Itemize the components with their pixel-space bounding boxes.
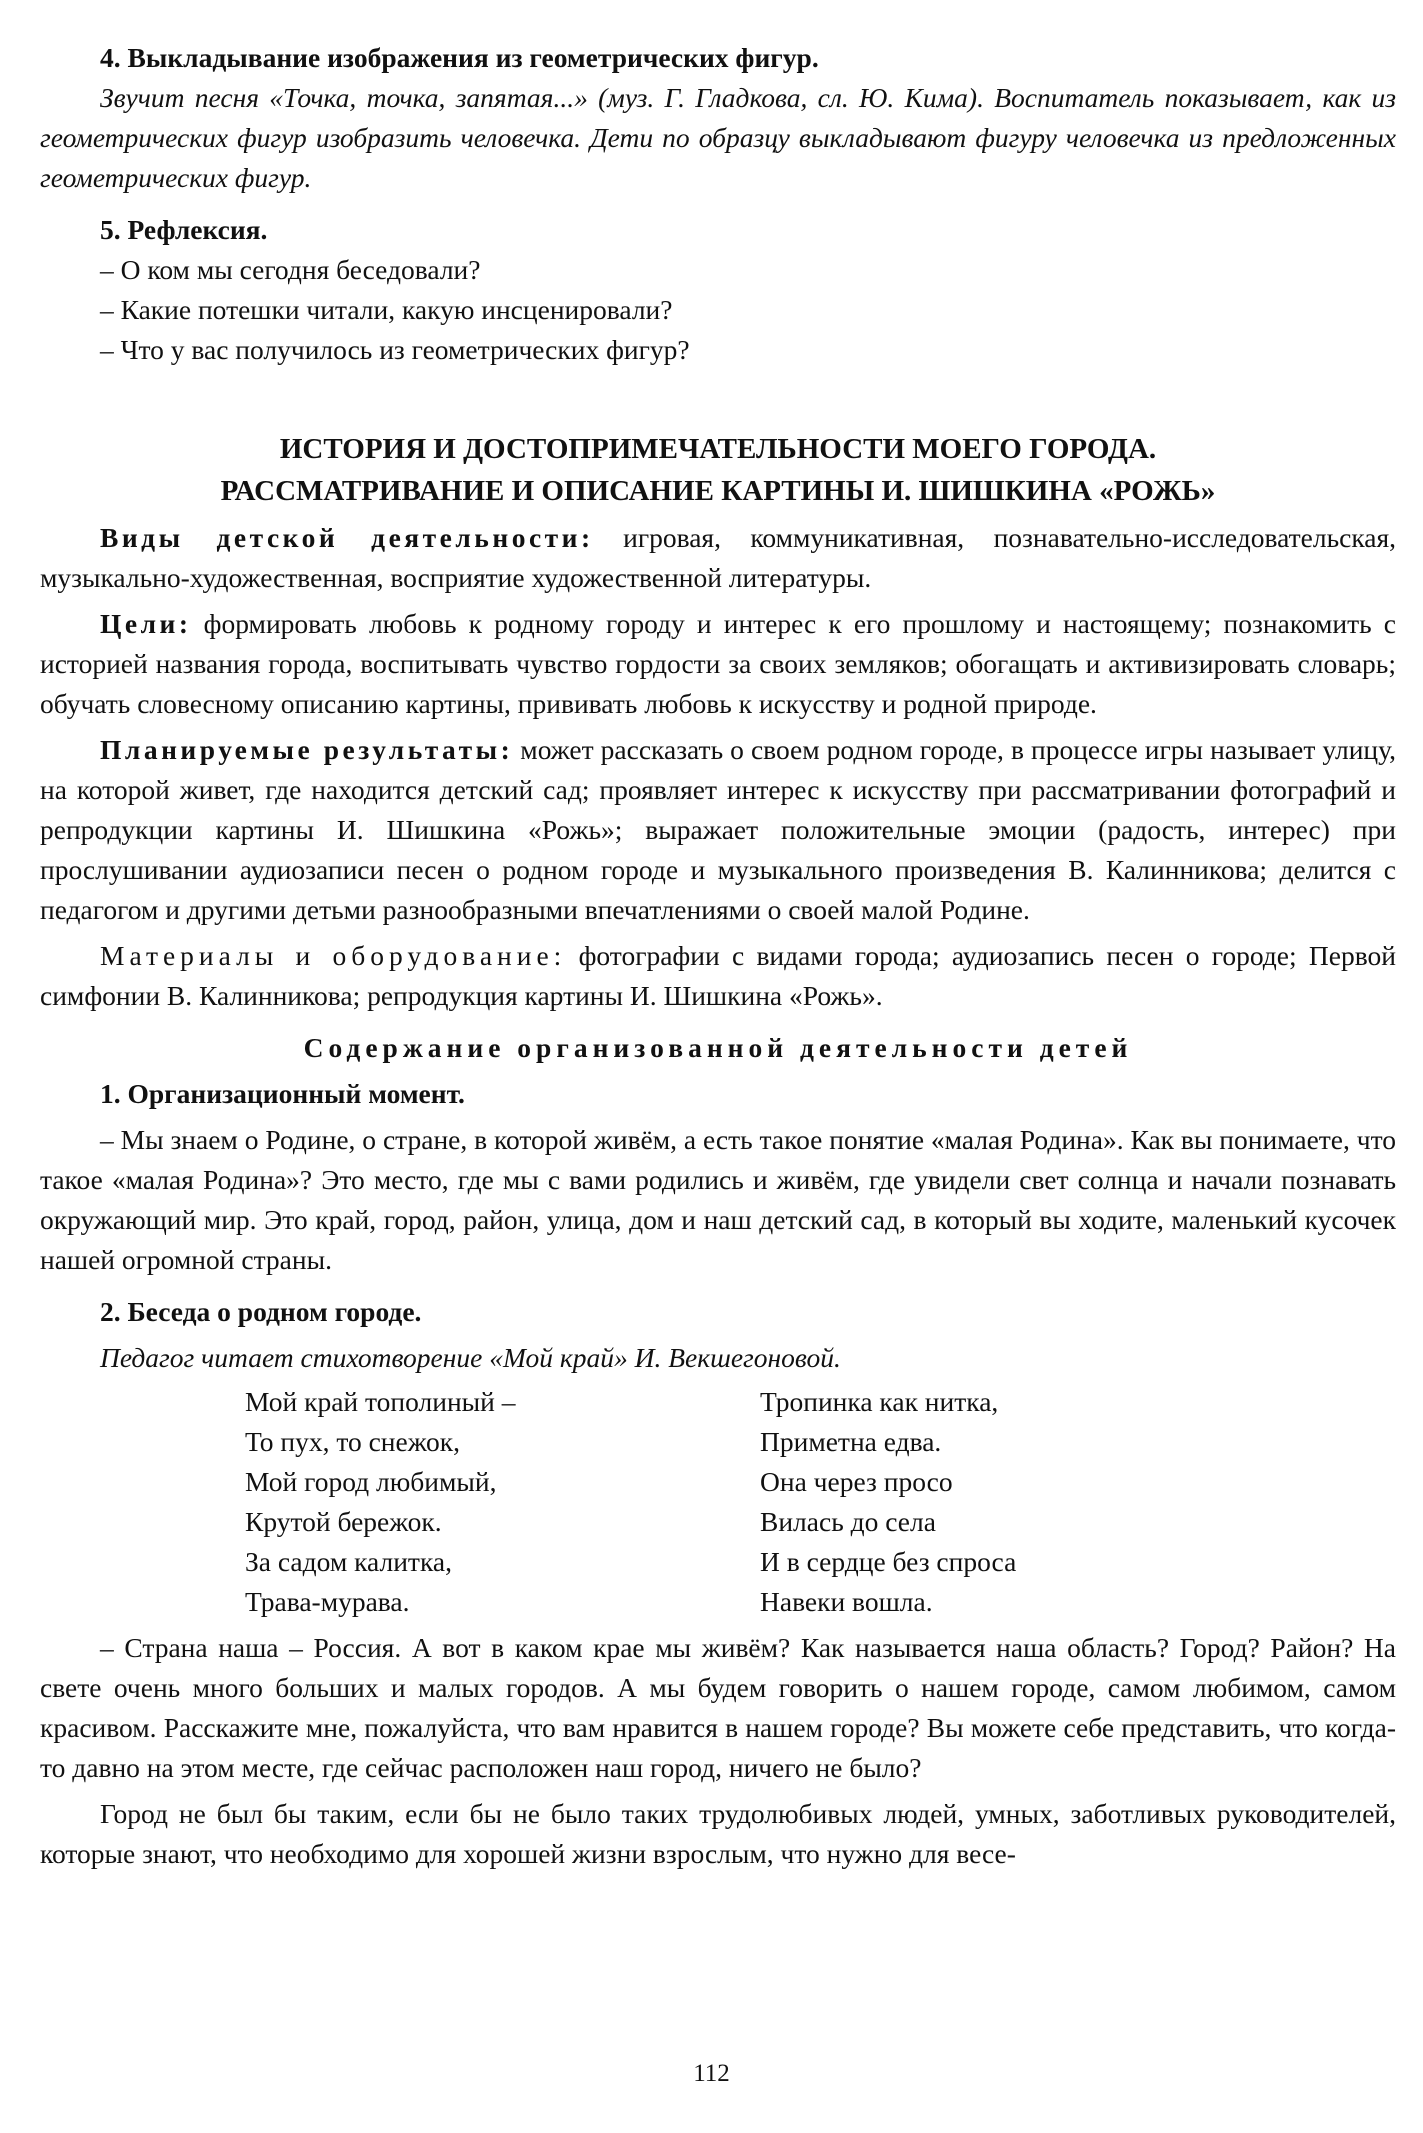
poem-line: Крутой бережок. — [245, 1506, 442, 1537]
poem-line: Она через просо — [760, 1466, 953, 1497]
section4-text: Звучит песня «Точка, точка, запятая...» (муз. Г. Гладкова, сл. Ю. Кима). Воспитатель показывает, как из геометрических фигур изобразить человечка. Дети по образцу выкладывают фигуру человечка из предложенных геометрических фигур. — [40, 82, 1396, 193]
poem-line: Навеки вошла. — [760, 1586, 933, 1617]
part2-heading: 2. Беседа о родном городе. — [100, 1296, 422, 1327]
poem-line: И в сердце без спроса — [760, 1546, 1017, 1577]
poem-line: Тропинка как нитка, — [760, 1386, 999, 1417]
poem-line: То пух, то снежок, — [245, 1426, 461, 1457]
part1-text: – Мы знаем о Родине, о стране, в которой живём, а есть такое понятие «малая Родина». Как вы понимаете, что такое «малая Родина»? Это место, где мы с вами родились и живём, где увидели свет солнца и начали познавать окружающий мир. Это край, город, район, улица, дом и наш детский сад, в который вы ходите, маленький кусочек нашей огромной страны. — [40, 1124, 1396, 1275]
lesson-title — [40, 428, 1396, 512]
lesson-title-line1: ИСТОРИЯ И ДОСТОПРИМЕЧАТЕЛЬНОСТИ МОЕГО ГОРОДА. — [279, 433, 1157, 465]
goals — [40, 604, 1396, 724]
section5-heading: 5. Рефлексия. — [100, 214, 268, 245]
materials-label: Материалы и оборудование: — [100, 940, 567, 971]
part2-text2: Город не был бы таким, если бы не было таких трудолюбивых людей, умных, заботливых руководителей, которые знают, что необходимо для хорошей жизни взрослым, что нужно для весе- — [40, 1798, 1396, 1869]
planned-results-label: Планируемые результаты: — [100, 734, 514, 765]
poem-line: Мой край тополиный – — [245, 1386, 516, 1417]
content-heading: Содержание организованной деятельности детей — [303, 1032, 1133, 1063]
goals-text: формировать любовь к родному городу и интерес к его прошлому и настоящему; познакомить с историей названия города, воспитывать чувство гордости за своих земляков; обогащать и активизировать словарь; обучать словесному описанию картины, прививать любовь к искусству и родной природе. — [40, 608, 1396, 719]
poem-line: Мой город любимый, — [245, 1466, 497, 1497]
poem-line: Вилась до села — [760, 1506, 936, 1537]
goals-label: Цели: — [100, 608, 192, 639]
page — [40, 38, 1396, 1874]
part1-heading: 1. Организационный момент. — [100, 1078, 465, 1109]
poem-line: За садом калитка, — [245, 1546, 452, 1577]
poem-right-column — [760, 1382, 1275, 1622]
section4-heading: 4. Выкладывание изображения из геометрических фигур. — [100, 42, 819, 73]
part2-text1: – Страна наша – Россия. А вот в каком крае мы живём? Как называется наша область? Город? Район? На свете очень много больших и малых городов. А мы будем говорить о нашем городе, самом любимом, самом красивом. Расскажите мне, пожалуйста, что вам нравится в нашем городе? Вы можете себе представить, что когда-то давно на этом месте, где сейчас расположен наш город, ничего не было? — [40, 1632, 1396, 1783]
lesson-title-line2: РАССМАТРИВАНИЕ И ОПИСАНИЕ КАРТИНЫ И. ШИШКИНА «РОЖЬ» — [220, 475, 1216, 507]
poem — [245, 1382, 1396, 1622]
activity-types — [40, 518, 1396, 598]
reflection-question: – Что у вас получилось из геометрических фигур? — [100, 334, 690, 365]
part2-intro: Педагог читает стихотворение «Мой край» И. Векшегоновой. — [100, 1342, 841, 1373]
planned-results — [40, 730, 1396, 930]
poem-line: Трава-мурава. — [245, 1586, 410, 1617]
planned-results-text: может рассказать о своем родном городе, в процессе игры называет улицу, на которой живет, где находится детский сад; проявляет интерес к искусству при рассматривании фотографий и репродукции картины И. Шишкина «Рожь»; выражает положительные эмоции (радость, интерес) при прослушивании аудиозаписи песен о родном городе и музыкального произведения В. Калинникова; делится с педагогом и другими детьми разнообразными впечатлениями о своей малой Родине. — [40, 734, 1396, 925]
reflection-question: – О ком мы сегодня беседовали? — [100, 254, 481, 285]
poem-line: Приметна едва. — [760, 1426, 942, 1457]
page-number: 112 — [693, 2060, 730, 2087]
materials — [40, 936, 1396, 1016]
materials-text: фотографии с видами города; аудиозапись песен о городе; Первой симфонии В. Калинникова; репродукция картины И. Шишкина «Рожь». — [40, 940, 1396, 1011]
activity-types-label: Виды детской деятельности: — [100, 522, 594, 553]
activity-types-text: игровая, коммуникативная, познавательно-исследовательская, музыкально-художественная, восприятие художественной литературы. — [40, 522, 1396, 593]
reflection-question: – Какие потешки читали, какую инсценировали? — [100, 294, 673, 325]
poem-left-column — [245, 1382, 760, 1622]
